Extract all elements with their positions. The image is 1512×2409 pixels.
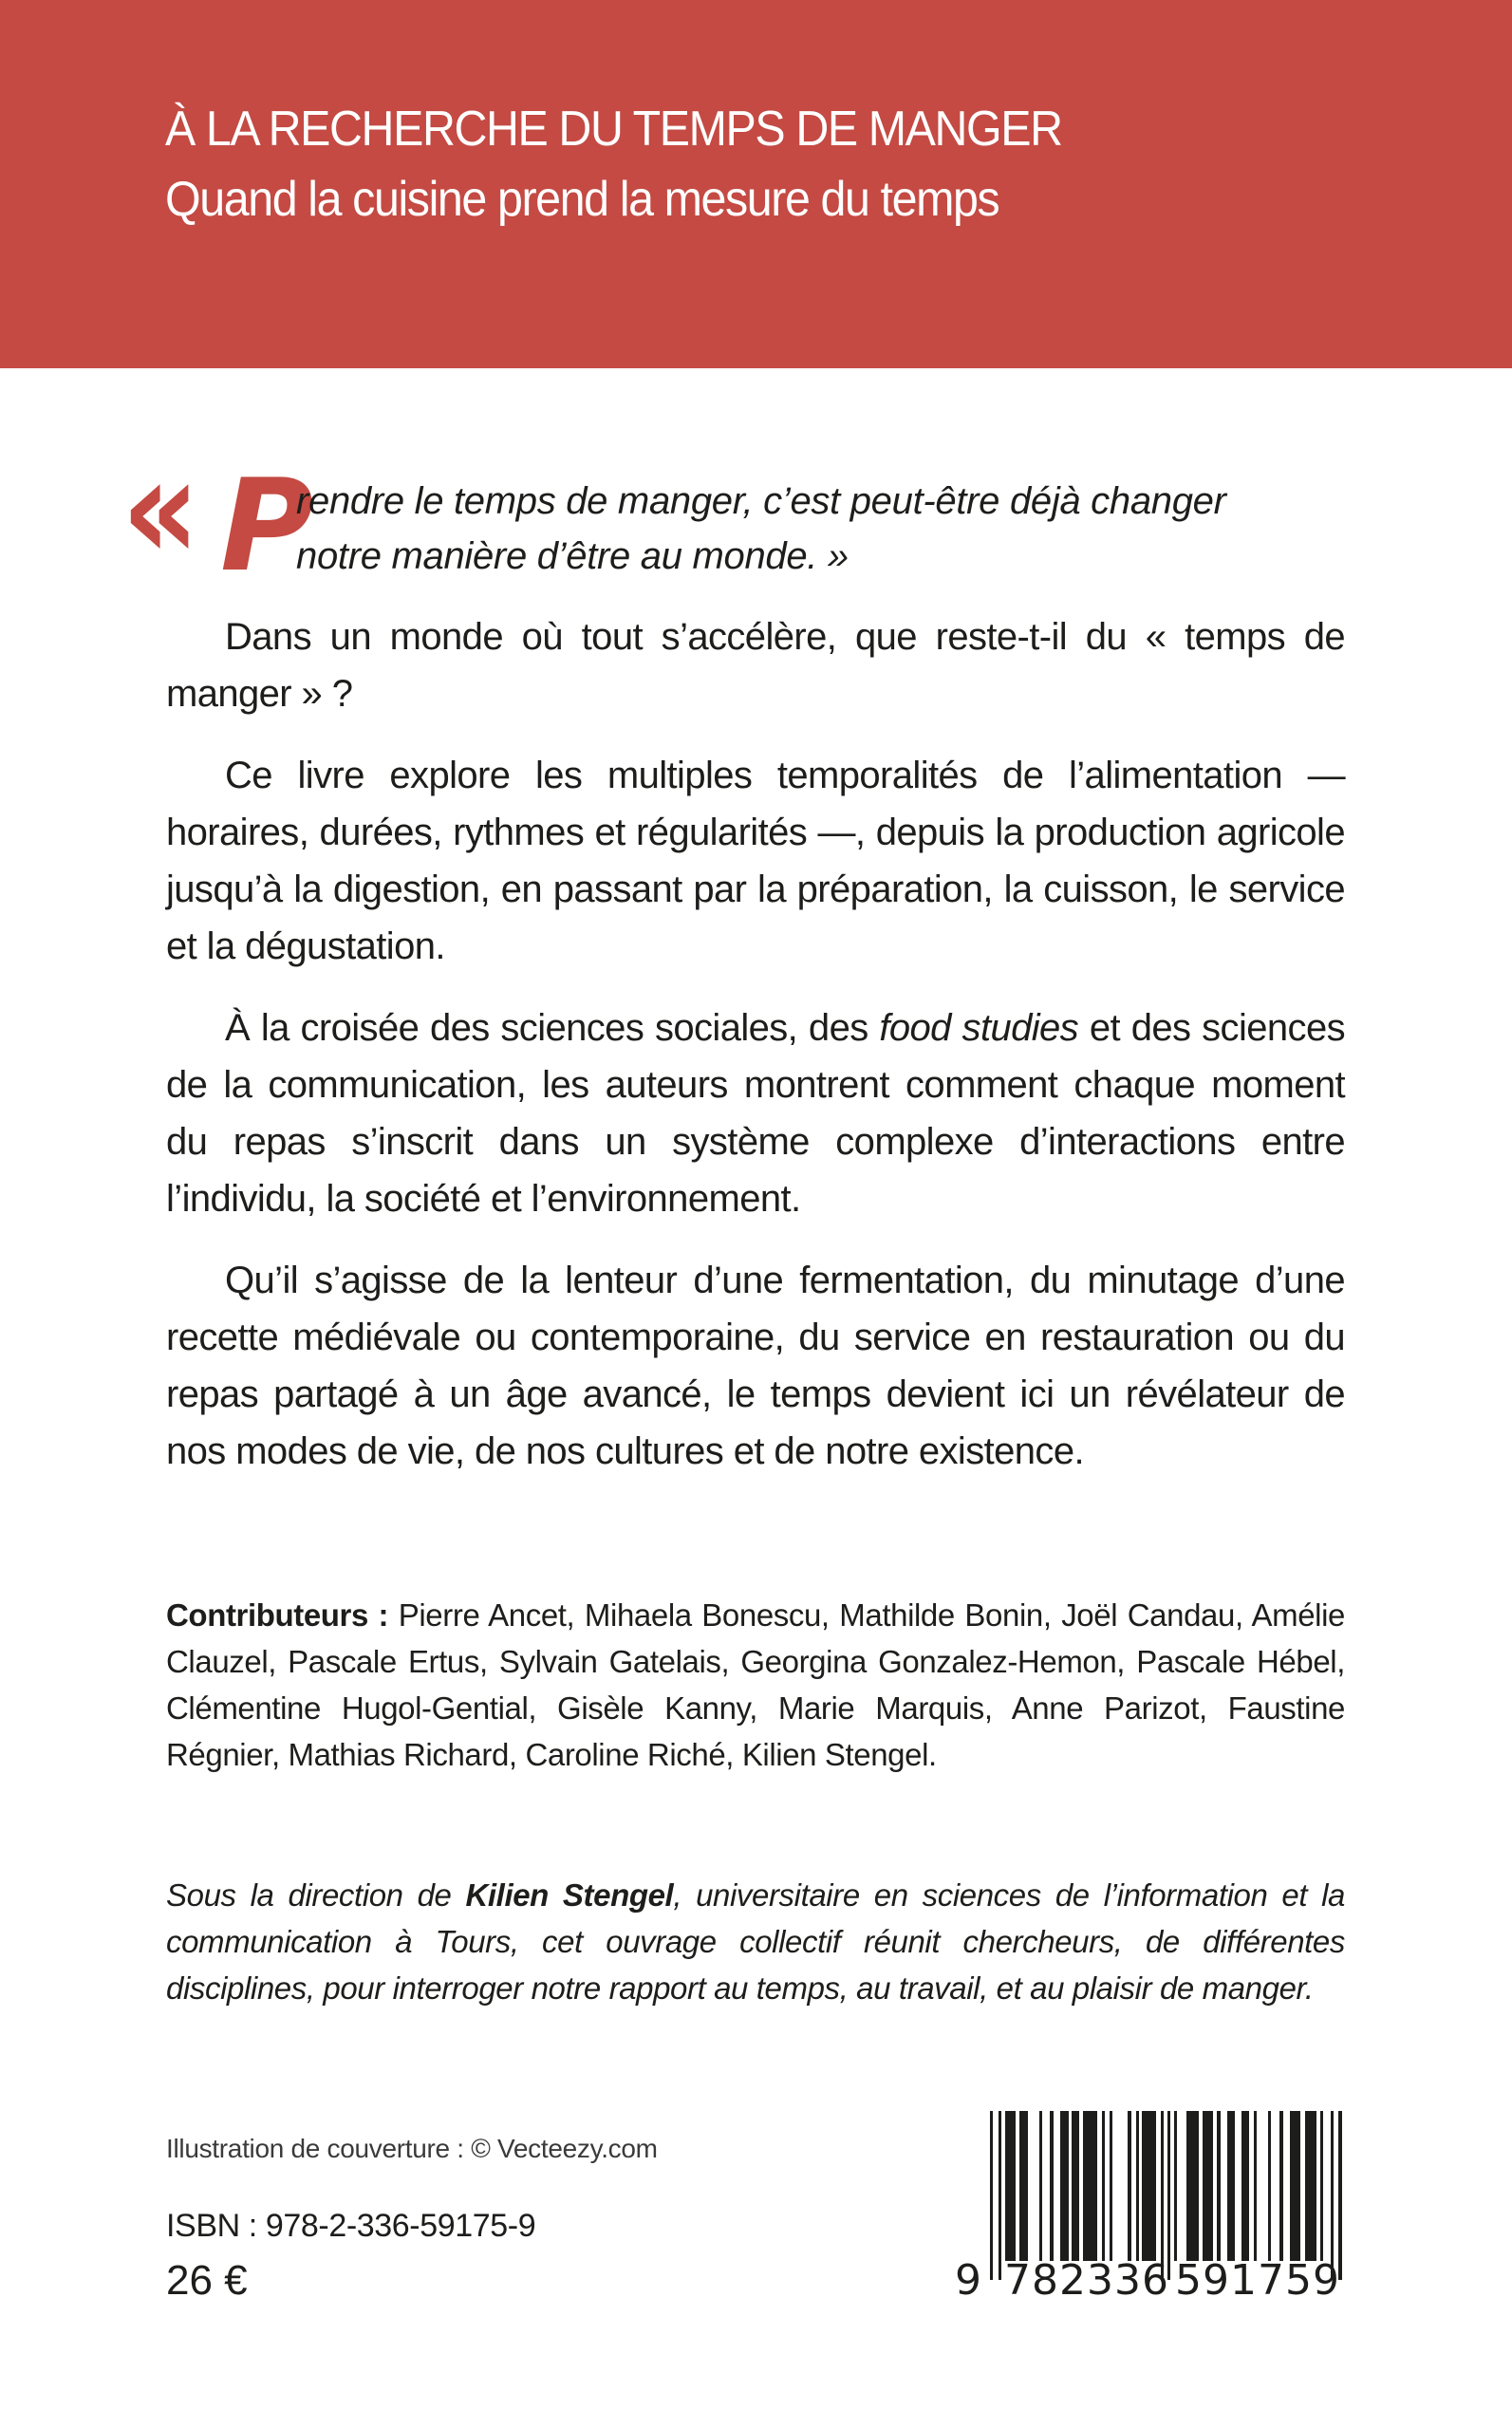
direction-text bbox=[166, 1872, 1345, 2011]
contributors-text bbox=[166, 1592, 1345, 1778]
barcode-bar bbox=[1128, 2111, 1131, 2261]
barcode-bar bbox=[1320, 2111, 1323, 2261]
barcode-bar bbox=[1039, 2111, 1042, 2261]
barcode-bar bbox=[1290, 2111, 1300, 2261]
editor-name: Kilien Stengel bbox=[465, 1877, 674, 1913]
blurb-body bbox=[166, 608, 1345, 1504]
barcode-bar bbox=[1050, 2111, 1054, 2261]
barcode-bar bbox=[1241, 2111, 1249, 2261]
direction-intro: Sous la direction de bbox=[166, 1877, 466, 1913]
italic-term: food studies bbox=[879, 1007, 1079, 1049]
barcode-digits-left: 782336 bbox=[1004, 2256, 1169, 2305]
barcode-bar bbox=[1102, 2111, 1105, 2261]
paragraph-intro: Dans un monde où tout s’accélère, que reste-t-il du « temps de manger » ? bbox=[166, 616, 1345, 715]
barcode-bar bbox=[1279, 2111, 1283, 2261]
title-band bbox=[0, 0, 1512, 368]
direction-description: , universitaire en sciences de l’information et la communication à Tours, cet ouvrage collectif réunit chercheurs, de différentes disciplines, pour interroger notre rapport au temps, au travail, et au plaisir de manger. bbox=[166, 1877, 1345, 2006]
barcode-bar bbox=[1217, 2111, 1221, 2261]
barcode-bar bbox=[1305, 2111, 1316, 2261]
barcode-bar bbox=[1167, 2111, 1170, 2280]
barcode-bar bbox=[1083, 2111, 1097, 2261]
barcode-bar bbox=[1161, 2111, 1164, 2280]
barcode-bar bbox=[1005, 2111, 1016, 2261]
illustration-credit: Illustration de couverture : © Vecteezy.com bbox=[166, 2134, 658, 2163]
paragraph-text: À la croisée des sciences sociales, des bbox=[225, 1007, 880, 1049]
barcode-digits-right: 591759 bbox=[1175, 2256, 1340, 2305]
barcode-bar bbox=[1142, 2111, 1156, 2261]
barcode-digit-first: 9 bbox=[955, 2256, 981, 2305]
barcode-bar bbox=[1203, 2111, 1213, 2261]
isbn-text: ISBN : 978-2-336-59175-9 bbox=[166, 2208, 536, 2244]
isbn-barcode bbox=[949, 2088, 1357, 2306]
barcode-bar bbox=[1136, 2111, 1139, 2261]
barcode-bar bbox=[999, 2111, 1001, 2280]
direction-block bbox=[166, 1872, 1345, 2011]
paragraph-crossroads bbox=[166, 999, 1345, 1227]
barcode-bar bbox=[1060, 2111, 1069, 2261]
contributors-names: Pierre Ancet, Mihaela Bonescu, Mathilde Bonin, Joël Candau, Amélie Clauzel, Pascale Ertus, Sylvain Gatelais, Georgina Gonzalez-Hemon, Pascale Hébel, Clémentine Hugol-Gential, Gisèle Kanny, Marie Marquis, Anne Parizot, Faustine Régnier, Mathias Richard, Caroline Riché, Kilien Stengel. bbox=[166, 1597, 1345, 1772]
paragraph-conclusion: Qu’il s’agisse de la lenteur d’une fermentation, du minutage d’une recette médiévale ou contemporaine, du service en restauration ou du repas partagé à un âge avancé, le temps devient ici un révélateur de nos modes de vie, de nos cultures et de notre existence. bbox=[166, 1260, 1345, 1472]
barcode-bar bbox=[1227, 2111, 1235, 2261]
quote-line-2: notre manière d’être au monde. » bbox=[296, 535, 849, 577]
barcode-bar bbox=[1254, 2111, 1257, 2261]
barcode-bar bbox=[1338, 2111, 1342, 2280]
contributors-block bbox=[166, 1592, 1345, 1778]
price-text: 26 € bbox=[166, 2257, 248, 2304]
drop-cap: P bbox=[220, 452, 314, 600]
book-subtitle: Quand la cuisine prend la mesure du temps bbox=[165, 172, 999, 227]
barcode-bar bbox=[1110, 2111, 1112, 2261]
quote-line-1: rendre le temps de manger, c’est peut-être déjà changer bbox=[296, 480, 1226, 522]
contributors-label: Contributeurs : bbox=[166, 1597, 389, 1633]
barcode-bar bbox=[1019, 2111, 1028, 2261]
book-title: À LA RECHERCHE DU TEMPS DE MANGER bbox=[165, 102, 1062, 157]
paragraph-text: et des sciences de la communication, les auteurs montrent comment chaque moment du repas s’inscrit dans un système complexe d’interactions entre l’individu, la société et l’environnement. bbox=[166, 1007, 1345, 1220]
paragraph-explore: Ce livre explore les multiples temporalités de l’alimentation — horaires, durées, rythmes et régularités —, depuis la production agricole jusqu’à la digestion, en passant par la préparation, la cuisson, le service et la dégustation. bbox=[166, 755, 1345, 967]
barcode-bar bbox=[1331, 2111, 1334, 2280]
open-quote-icon: « bbox=[121, 427, 200, 592]
barcode-bar bbox=[1186, 2111, 1199, 2261]
barcode-bar bbox=[990, 2111, 993, 2280]
barcode-bar bbox=[1268, 2111, 1271, 2261]
barcode-bar bbox=[1174, 2111, 1177, 2261]
barcode-bar bbox=[1072, 2111, 1079, 2261]
